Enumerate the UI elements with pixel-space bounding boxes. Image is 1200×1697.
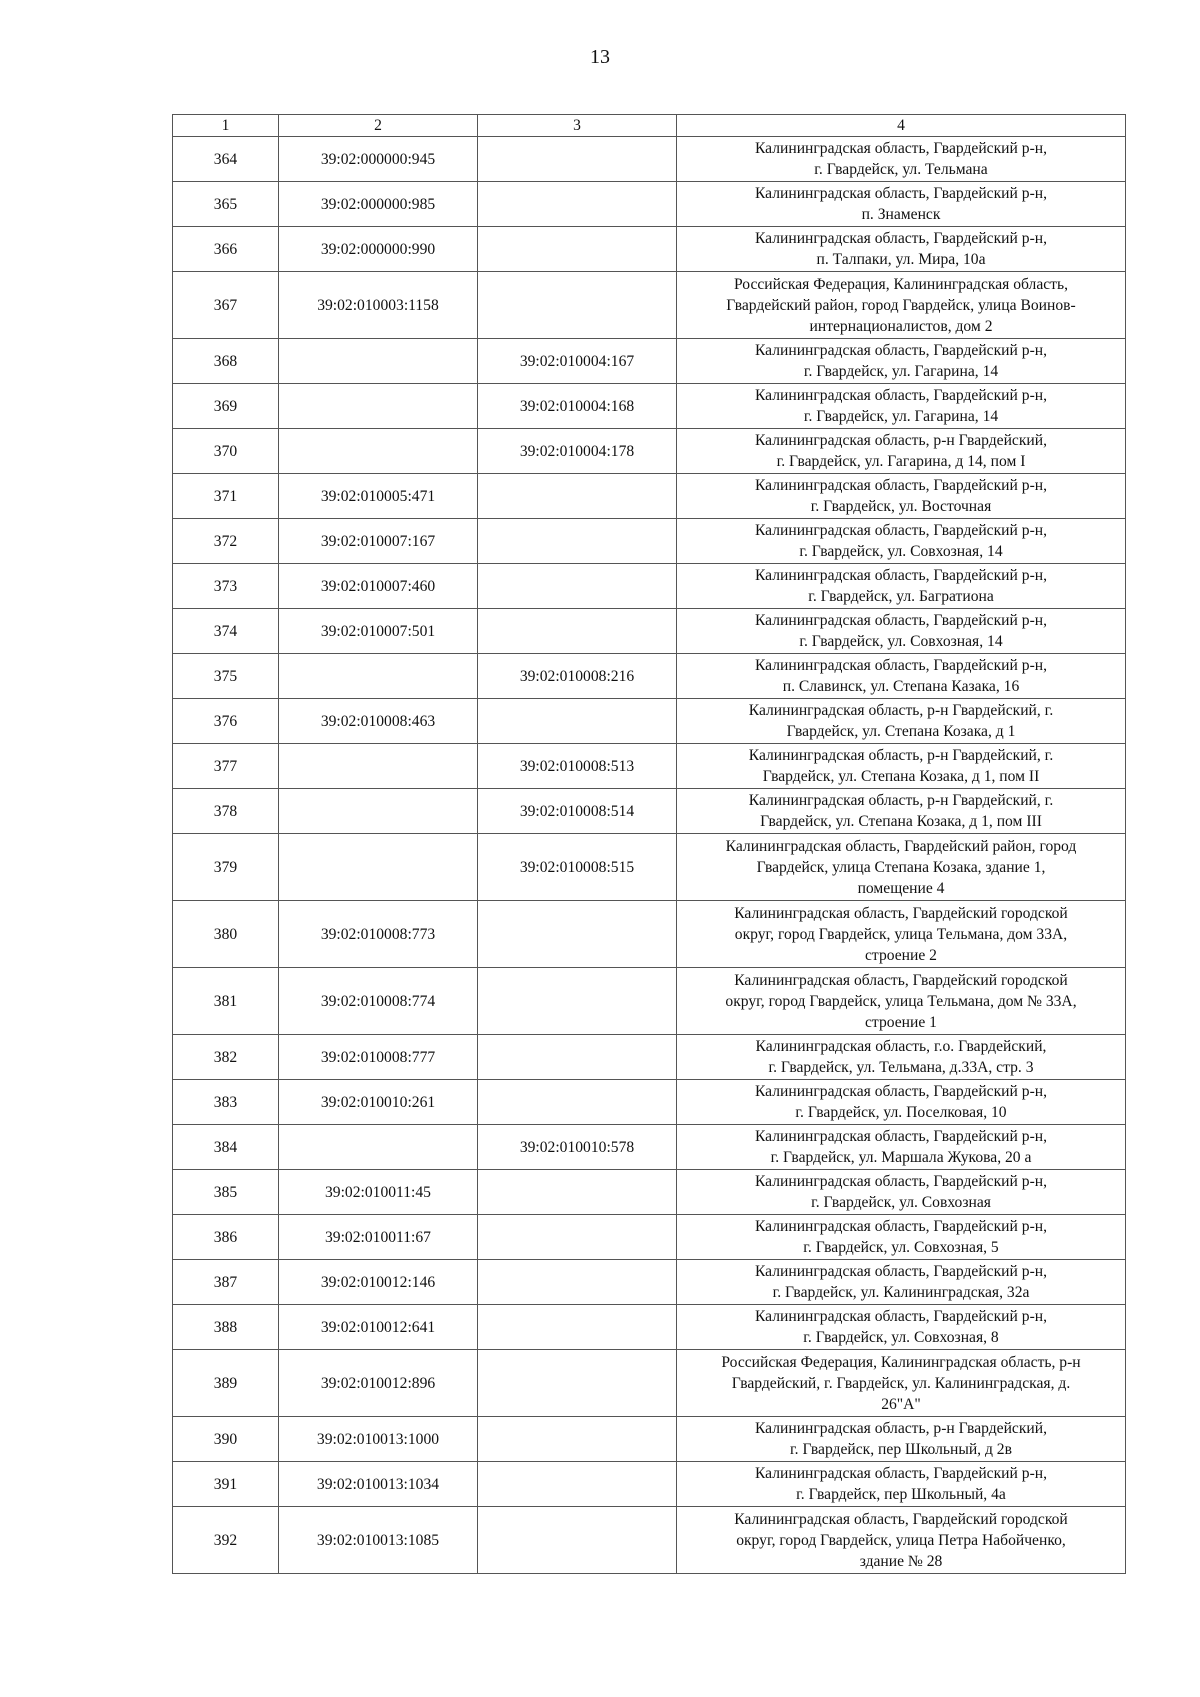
row-number-cell: 370 xyxy=(173,429,279,474)
cadastral-number-alt-cell: 39:02:010004:178 xyxy=(478,429,677,474)
address-line: Калининградская область, Гвардейский р-н, xyxy=(754,230,1048,247)
address-line: Калининградская область, Гвардейский р-н, xyxy=(754,567,1048,584)
row-number-cell: 385 xyxy=(173,1170,279,1215)
address-line: 26"А" xyxy=(881,1395,921,1413)
address-cell xyxy=(677,1080,1126,1125)
address-line: Калининградская область, Гвардейский городской xyxy=(734,971,1068,989)
cadastral-number-cell: 39:02:010010:261 xyxy=(279,1080,478,1125)
address-cell xyxy=(677,1125,1126,1170)
header-cell-2: 2 xyxy=(279,115,478,137)
cadastral-number-cell: 39:02:010007:167 xyxy=(279,519,478,564)
address-cell xyxy=(677,834,1126,901)
page-number: 13 xyxy=(590,46,610,68)
table-row xyxy=(173,564,1126,609)
address-cell xyxy=(677,1305,1126,1350)
cadastral-number-alt-cell xyxy=(478,474,677,519)
row-number-cell: 388 xyxy=(173,1305,279,1350)
row-number-cell: 387 xyxy=(173,1260,279,1305)
table-row xyxy=(173,1305,1126,1350)
cadastral-number-cell: 39:02:010008:773 xyxy=(279,901,478,968)
address-line: Калининградская область, Гвардейский р-н, xyxy=(754,1218,1048,1235)
table-row xyxy=(173,744,1126,789)
address-line: г. Гвардейск, ул. Совхозная, 14 xyxy=(799,633,1003,650)
cadastral-number-cell: 39:02:010013:1000 xyxy=(279,1417,478,1462)
cadastral-number-alt-cell xyxy=(478,1462,677,1507)
header-cell-3: 3 xyxy=(478,115,677,137)
address-line: строение 1 xyxy=(865,1013,937,1031)
table-row xyxy=(173,182,1126,227)
table-row xyxy=(173,1215,1126,1260)
address-line: Гвардейск, ул. Степана Козака, д 1, пом II xyxy=(762,768,1040,785)
table-row xyxy=(173,1260,1126,1305)
address-line: Калининградская область, Гвардейский р-н, xyxy=(754,387,1048,404)
address-cell xyxy=(677,609,1126,654)
address-line: г. Гвардейск, ул. Совхозная, 14 xyxy=(799,543,1003,560)
table-row xyxy=(173,968,1126,1035)
cadastral-number-alt-cell xyxy=(478,1170,677,1215)
address-line: г. Гвардейск, ул. Поселковая, 10 xyxy=(795,1104,1007,1121)
address-cell xyxy=(677,1350,1126,1417)
table-row xyxy=(173,1417,1126,1462)
header-cell-1: 1 xyxy=(173,115,279,137)
row-number-cell: 369 xyxy=(173,384,279,429)
row-number-cell: 377 xyxy=(173,744,279,789)
cadastral-number-cell: 39:02:010012:146 xyxy=(279,1260,478,1305)
address-line: г. Гвардейск, ул. Совхозная, 8 xyxy=(803,1329,999,1346)
address-line: Калининградская область, Гвардейский р-н, xyxy=(754,1173,1048,1190)
table-row xyxy=(173,339,1126,384)
row-number-cell: 379 xyxy=(173,834,279,901)
address-line: Калининградская область, Гвардейский р-н, xyxy=(754,185,1048,202)
cadastral-number-alt-cell xyxy=(478,1080,677,1125)
cadastral-number-alt-cell xyxy=(478,137,677,182)
address-line: Калининградская область, Гвардейский р-н, xyxy=(754,657,1048,674)
cadastral-number-cell: 39:02:010008:774 xyxy=(279,968,478,1035)
cadastral-number-alt-cell xyxy=(478,699,677,744)
row-number-cell: 372 xyxy=(173,519,279,564)
cadastral-number-cell xyxy=(279,339,478,384)
cadastral-number-cell: 39:02:010013:1085 xyxy=(279,1507,478,1574)
address-cell xyxy=(677,1417,1126,1462)
address-cell xyxy=(677,182,1126,227)
row-number-cell: 371 xyxy=(173,474,279,519)
address-cell xyxy=(677,1507,1126,1574)
cadastral-number-cell: 39:02:000000:985 xyxy=(279,182,478,227)
address-line: Калининградская область, р-н Гвардейский, г. xyxy=(748,747,1054,764)
address-cell xyxy=(677,227,1126,272)
table-row xyxy=(173,654,1126,699)
address-line: г. Гвардейск, ул. Тельмана, д.33А, стр. 3 xyxy=(768,1059,1034,1076)
address-line: г. Гвардейск, пер Школьный, д 2в xyxy=(790,1441,1012,1458)
cadastral-number-alt-cell xyxy=(478,1305,677,1350)
address-line: Калининградская область, Гвардейский городской xyxy=(734,1510,1068,1528)
address-line: Гвардейск, улица Степана Козака, здание 1, xyxy=(756,858,1046,876)
address-cell xyxy=(677,137,1126,182)
address-cell xyxy=(677,699,1126,744)
table-row xyxy=(173,834,1126,901)
cadastral-number-cell: 39:02:010008:463 xyxy=(279,699,478,744)
address-line: Калининградская область, Гвардейский р-н, xyxy=(754,140,1048,157)
cadastral-number-cell xyxy=(279,744,478,789)
address-line: Гвардейский район, город Гвардейск, улица Воинов- xyxy=(726,296,1076,314)
row-number-cell: 378 xyxy=(173,789,279,834)
cadastral-number-alt-cell xyxy=(478,1260,677,1305)
header-cell-4: 4 xyxy=(677,115,1126,137)
row-number-cell: 382 xyxy=(173,1035,279,1080)
cadastral-number-alt-cell: 39:02:010004:168 xyxy=(478,384,677,429)
address-cell xyxy=(677,654,1126,699)
address-line: Калининградская область, р-н Гвардейский, xyxy=(754,432,1048,449)
cadastral-number-alt-cell xyxy=(478,609,677,654)
address-cell xyxy=(677,474,1126,519)
address-line: Калининградская область, Гвардейский р-н, xyxy=(754,522,1048,539)
cadastral-number-alt-cell xyxy=(478,1350,677,1417)
cadastral-number-cell: 39:02:010011:45 xyxy=(279,1170,478,1215)
address-cell xyxy=(677,1215,1126,1260)
table-row xyxy=(173,137,1126,182)
registry-table xyxy=(172,114,1126,1574)
address-line: помещение 4 xyxy=(857,879,945,897)
row-number-cell: 391 xyxy=(173,1462,279,1507)
cadastral-number-alt-cell xyxy=(478,1215,677,1260)
address-line: интернационалистов, дом 2 xyxy=(809,317,993,335)
address-cell xyxy=(677,901,1126,968)
address-cell xyxy=(677,384,1126,429)
address-line: г. Гвардейск, ул. Багратиона xyxy=(808,588,994,605)
table-row xyxy=(173,1170,1126,1215)
header-row xyxy=(173,115,1126,137)
address-line: г. Гвардейск, ул. Гагарина, 14 xyxy=(803,408,999,425)
cadastral-number-cell xyxy=(279,429,478,474)
cadastral-number-alt-cell xyxy=(478,182,677,227)
cadastral-number-cell: 39:02:000000:990 xyxy=(279,227,478,272)
address-cell xyxy=(677,744,1126,789)
table-row xyxy=(173,1507,1126,1574)
row-number-cell: 386 xyxy=(173,1215,279,1260)
address-line: Калининградская область, Гвардейский городской xyxy=(734,904,1068,922)
address-line: округ, город Гвардейск, улица Тельмана, дом 33А, xyxy=(734,925,1068,943)
address-line: Калининградская область, р-н Гвардейский, xyxy=(754,1420,1048,1437)
address-line: Калининградская область, Гвардейский р-н, xyxy=(754,1083,1048,1100)
cadastral-number-alt-cell xyxy=(478,1507,677,1574)
address-line: Калининградская область, Гвардейский район, город xyxy=(725,837,1077,855)
table-row xyxy=(173,901,1126,968)
address-line: п. Славинск, ул. Степана Казака, 16 xyxy=(782,678,1020,695)
row-number-cell: 364 xyxy=(173,137,279,182)
table-row xyxy=(173,429,1126,474)
cadastral-number-cell: 39:02:010012:896 xyxy=(279,1350,478,1417)
table-row xyxy=(173,699,1126,744)
address-cell xyxy=(677,968,1126,1035)
table-row xyxy=(173,1350,1126,1417)
table-row xyxy=(173,519,1126,564)
address-line: Калининградская область, Гвардейский р-н, xyxy=(754,1308,1048,1325)
address-cell xyxy=(677,1035,1126,1080)
row-number-cell: 389 xyxy=(173,1350,279,1417)
registry-table-body xyxy=(173,137,1126,1574)
address-line: г. Гвардейск, ул. Тельмана xyxy=(814,161,988,178)
cadastral-number-alt-cell: 39:02:010008:514 xyxy=(478,789,677,834)
row-number-cell: 383 xyxy=(173,1080,279,1125)
cadastral-number-cell xyxy=(279,654,478,699)
cadastral-number-alt-cell: 39:02:010004:167 xyxy=(478,339,677,384)
cadastral-number-alt-cell xyxy=(478,901,677,968)
table-row xyxy=(173,609,1126,654)
address-cell xyxy=(677,1170,1126,1215)
address-line: округ, город Гвардейск, улица Петра Набойченко, xyxy=(736,1531,1066,1549)
table-row xyxy=(173,1080,1126,1125)
address-line: Гвардейск, ул. Степана Козака, д 1, пом III xyxy=(760,813,1042,830)
address-line: г. Гвардейск, ул. Совхозная, 5 xyxy=(803,1239,999,1256)
table-row xyxy=(173,1125,1126,1170)
address-line: Калининградская область, р-н Гвардейский, г. xyxy=(748,702,1054,719)
address-line: Российская Федерация, Калининградская область, р-н xyxy=(721,1353,1081,1371)
row-number-cell: 368 xyxy=(173,339,279,384)
address-cell xyxy=(677,564,1126,609)
address-line: Калининградская область, р-н Гвардейский, г. xyxy=(748,792,1054,809)
cadastral-number-cell: 39:02:010008:777 xyxy=(279,1035,478,1080)
cadastral-number-cell xyxy=(279,789,478,834)
cadastral-number-alt-cell xyxy=(478,1417,677,1462)
row-number-cell: 374 xyxy=(173,609,279,654)
address-line: Калининградская область, Гвардейский р-н, xyxy=(754,1128,1048,1145)
cadastral-number-cell: 39:02:010011:67 xyxy=(279,1215,478,1260)
table-row xyxy=(173,1035,1126,1080)
address-cell xyxy=(677,1260,1126,1305)
table-row xyxy=(173,227,1126,272)
cadastral-number-cell xyxy=(279,384,478,429)
address-line: г. Гвардейск, ул. Калининградская, 32а xyxy=(772,1284,1030,1301)
cadastral-number-cell: 39:02:010012:641 xyxy=(279,1305,478,1350)
address-cell xyxy=(677,519,1126,564)
cadastral-number-alt-cell xyxy=(478,1035,677,1080)
cadastral-number-cell: 39:02:000000:945 xyxy=(279,137,478,182)
address-line: Калининградская область, Гвардейский р-н, xyxy=(754,1263,1048,1280)
address-line: Калининградская область, Гвардейский р-н, xyxy=(754,342,1048,359)
cadastral-number-cell: 39:02:010013:1034 xyxy=(279,1462,478,1507)
cadastral-number-alt-cell: 39:02:010008:216 xyxy=(478,654,677,699)
cadastral-number-cell xyxy=(279,834,478,901)
address-line: Гвардейский, г. Гвардейск, ул. Калининградская, д. xyxy=(731,1374,1071,1392)
table-row xyxy=(173,789,1126,834)
table-row xyxy=(173,1462,1126,1507)
row-number-cell: 392 xyxy=(173,1507,279,1574)
cadastral-number-alt-cell: 39:02:010010:578 xyxy=(478,1125,677,1170)
address-line: Российская Федерация, Калининградская область, xyxy=(733,275,1069,293)
cadastral-number-cell: 39:02:010005:471 xyxy=(279,474,478,519)
address-cell xyxy=(677,272,1126,339)
address-line: строение 2 xyxy=(865,946,937,964)
row-number-cell: 381 xyxy=(173,968,279,1035)
row-number-cell: 380 xyxy=(173,901,279,968)
row-number-cell: 384 xyxy=(173,1125,279,1170)
address-line: Гвардейск, ул. Степана Козака, д 1 xyxy=(786,723,1016,740)
address-line: п. Талпаки, ул. Мира, 10а xyxy=(816,251,986,268)
address-line: округ, город Гвардейск, улица Тельмана, дом № 33А, xyxy=(725,992,1077,1010)
row-number-cell: 373 xyxy=(173,564,279,609)
address-line: г. Гвардейск, ул. Совхозная xyxy=(811,1194,991,1211)
cadastral-number-cell: 39:02:010003:1158 xyxy=(279,272,478,339)
address-line: Калининградская область, Гвардейский р-н, xyxy=(754,1465,1048,1482)
address-line: г. Гвардейск, ул. Восточная xyxy=(810,498,992,515)
cadastral-number-alt-cell xyxy=(478,968,677,1035)
row-number-cell: 375 xyxy=(173,654,279,699)
cadastral-number-alt-cell xyxy=(478,519,677,564)
cadastral-number-alt-cell: 39:02:010008:513 xyxy=(478,744,677,789)
cadastral-number-cell xyxy=(279,1125,478,1170)
address-line: здание № 28 xyxy=(859,1552,943,1570)
address-line: п. Знаменск xyxy=(861,206,941,223)
row-number-cell: 366 xyxy=(173,227,279,272)
row-number-cell: 367 xyxy=(173,272,279,339)
cadastral-number-alt-cell xyxy=(478,272,677,339)
cadastral-number-cell: 39:02:010007:501 xyxy=(279,609,478,654)
cadastral-number-alt-cell xyxy=(478,564,677,609)
address-line: г. Гвардейск, ул. Гагарина, д 14, пом I xyxy=(776,453,1026,470)
address-line: г. Гвардейск, ул. Маршала Жукова, 20 а xyxy=(770,1149,1032,1166)
address-cell xyxy=(677,429,1126,474)
row-number-cell: 376 xyxy=(173,699,279,744)
cadastral-number-alt-cell xyxy=(478,227,677,272)
row-number-cell: 390 xyxy=(173,1417,279,1462)
cadastral-number-cell: 39:02:010007:460 xyxy=(279,564,478,609)
cadastral-number-alt-cell: 39:02:010008:515 xyxy=(478,834,677,901)
address-cell xyxy=(677,1462,1126,1507)
address-line: г. Гвардейск, ул. Гагарина, 14 xyxy=(803,363,999,380)
table-row xyxy=(173,384,1126,429)
address-line: Калининградская область, Гвардейский р-н, xyxy=(754,612,1048,629)
address-line: Калининградская область, Гвардейский р-н, xyxy=(754,477,1048,494)
table-row xyxy=(173,474,1126,519)
address-cell xyxy=(677,789,1126,834)
table-row xyxy=(173,272,1126,339)
address-line: г. Гвардейск, пер Школьный, 4а xyxy=(796,1486,1006,1503)
row-number-cell: 365 xyxy=(173,182,279,227)
address-line: Калининградская область, г.о. Гвардейский, xyxy=(755,1038,1047,1055)
address-cell xyxy=(677,339,1126,384)
